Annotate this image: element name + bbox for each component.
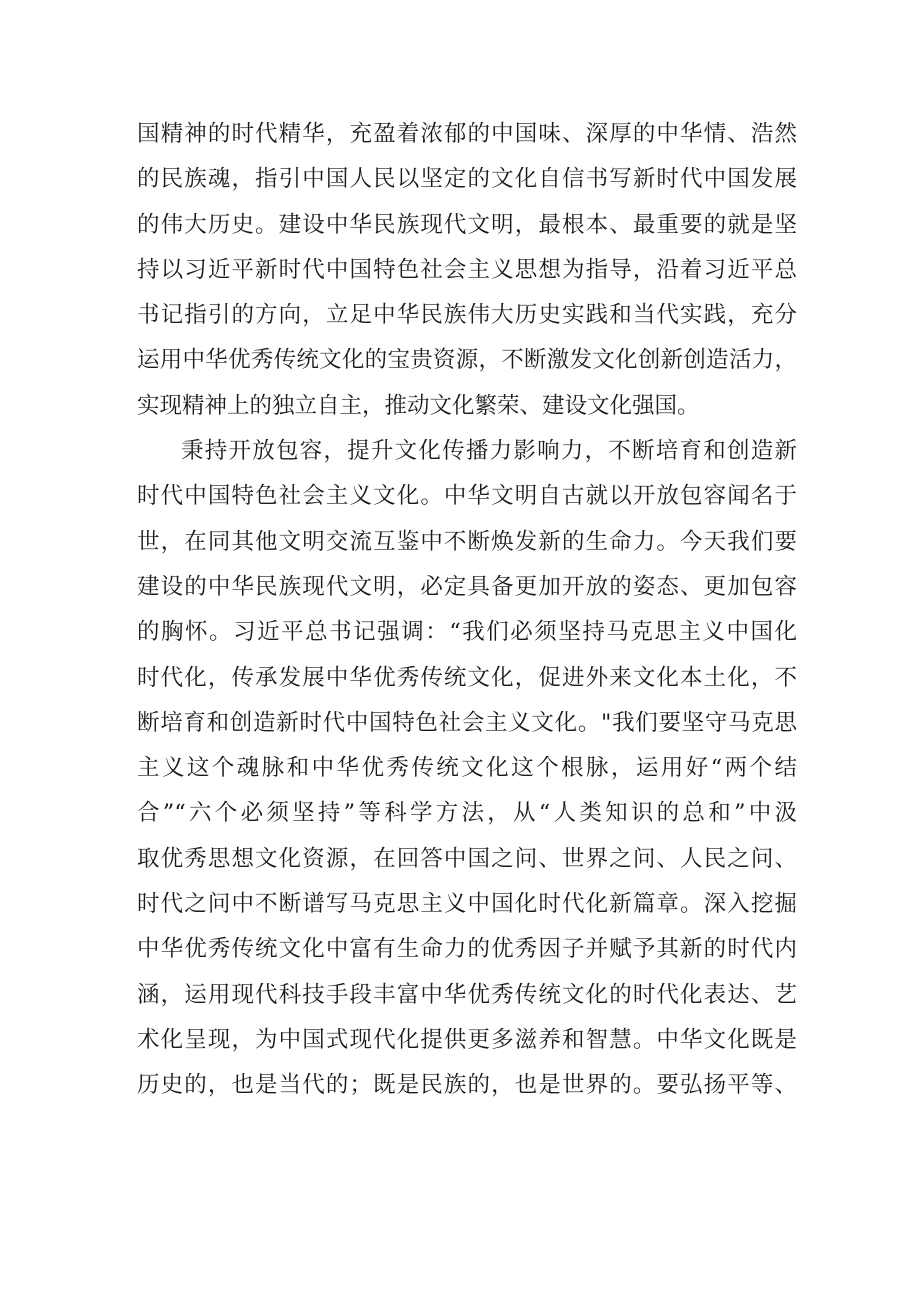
- text-line: 的伟大历史。建设中华民族现代文明，最根本、最重要的就是坚: [137, 211, 797, 238]
- text-line: 取优秀思想文化资源，在回答中国之问、世界之问、人民之问、: [137, 845, 797, 872]
- text-line: 合”“六个必须坚持”等科学方法，从“人类知识的总和”中汲: [137, 800, 797, 827]
- text-line: 国精神的时代精华，充盈着浓郁的中国味、深厚的中华情、浩然: [137, 121, 797, 147]
- paragraph-2: [137, 429, 797, 1108]
- text-line: 书记指引的方向，立足中华民族伟大历史实践和当代实践，充分: [137, 302, 797, 329]
- text-line: 时代之问中不断谱写马克思主义中国化时代化新篇章。深入挖掘: [137, 891, 797, 918]
- text-line: 断培育和创造新时代中国特色社会主义文化。"我们要坚守马克思: [137, 709, 797, 736]
- body-text: [137, 112, 797, 1109]
- text-line: 中华优秀传统文化中富有生命力的优秀因子并赋予其新的时代内: [137, 936, 797, 963]
- text-line: 秉持开放包容，提升文化传播力影响力，不断培育和创造新: [181, 438, 797, 465]
- text-line: 的民族魂，指引中国人民以坚定的文化自信书写新时代中国发展: [137, 166, 797, 193]
- text-line: 历史的，也是当代的；既是民族的，也是世界的。要弘扬平等、: [137, 1072, 797, 1099]
- paragraph-1: [137, 112, 797, 429]
- text-line: 涵，运用现代科技手段丰富中华优秀传统文化的时代化表达、艺: [137, 981, 797, 1008]
- text-line: 的胸怀。习近平总书记强调：“我们必须坚持马克思主义中国化: [137, 619, 797, 646]
- text-line: 建设的中华民族现代文明，必定具备更加开放的姿态、更加包容: [137, 573, 797, 600]
- text-line: 时代中国特色社会主义文化。中华文明自古就以开放包容闻名于: [137, 483, 797, 510]
- text-line: 术化呈现，为中国式现代化提供更多滋养和智慧。中华文化既是: [137, 1026, 797, 1053]
- text-line: 持以习近平新时代中国特色社会主义思想为指导，沿着习近平总: [137, 256, 797, 283]
- text-line: 时代化，传承发展中华优秀传统文化，促进外来文化本土化，不: [137, 664, 797, 691]
- text-line: 世，在同其他文明交流互鉴中不断焕发新的生命力。今天我们要: [137, 528, 797, 555]
- text-line: 实现精神上的独立自主，推动文化繁荣、建设文化强国。: [137, 392, 700, 419]
- text-line: 运用中华优秀传统文化的宝贵资源，不断激发文化创新创造活力，: [137, 347, 797, 374]
- text-line: 主义这个魂脉和中华优秀传统文化这个根脉，运用好“两个结: [137, 755, 797, 782]
